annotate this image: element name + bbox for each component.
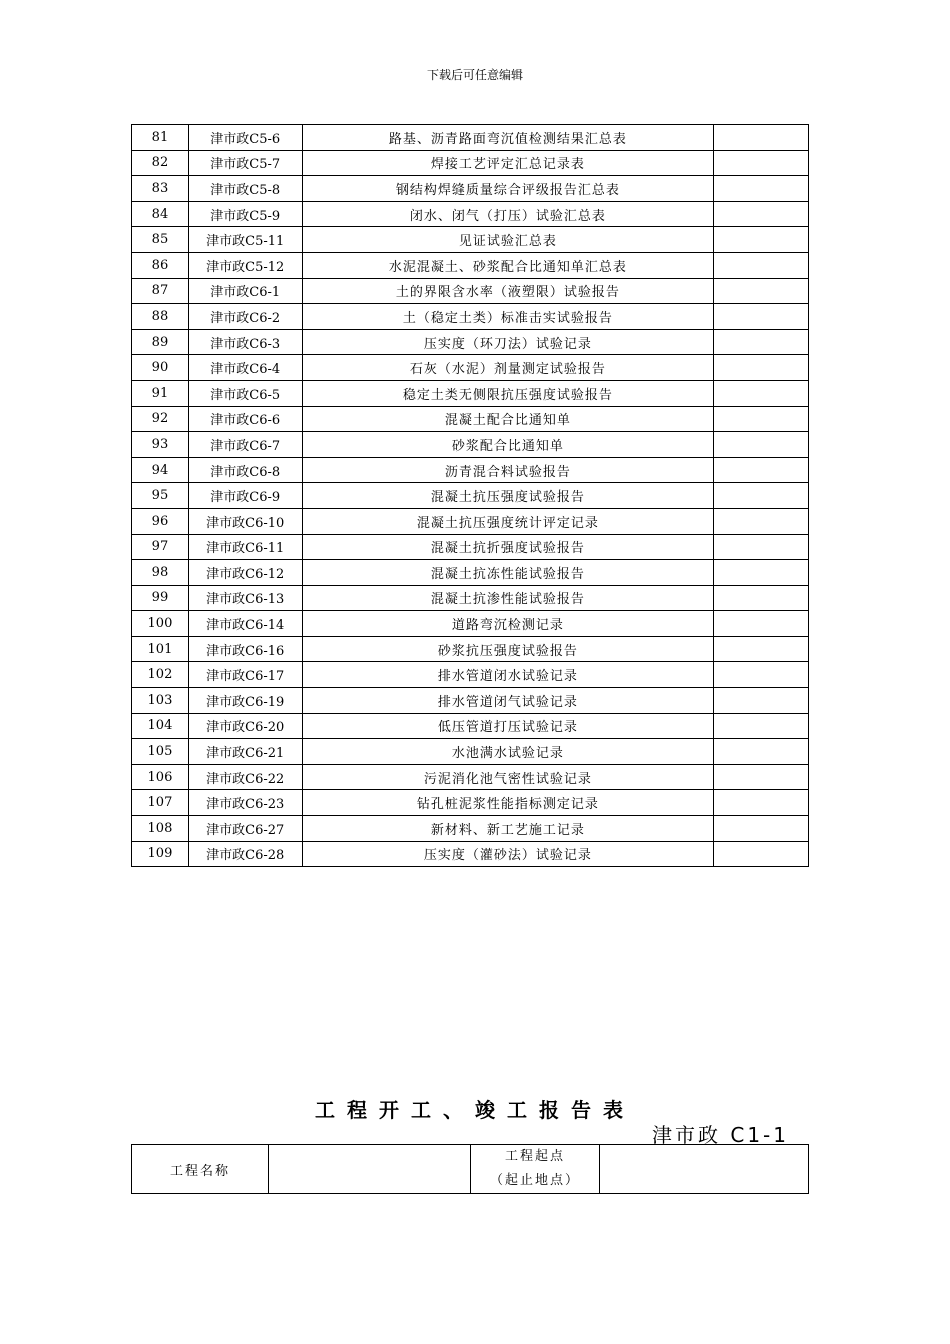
row-remark [714, 841, 809, 867]
row-number: 109 [132, 841, 189, 867]
row-code: 津市政C6-21 [188, 739, 302, 765]
row-number: 88 [132, 304, 189, 330]
row-code: 津市政C6-27 [188, 816, 302, 842]
table-row [132, 739, 809, 765]
row-number: 85 [132, 227, 189, 253]
row-title: 砂浆抗压强度试验报告 [302, 636, 714, 662]
row-code: 津市政C5-11 [188, 227, 302, 253]
project-report-form [131, 1144, 809, 1194]
row-title: 石灰（水泥）剂量测定试验报告 [302, 355, 714, 381]
row-title: 道路弯沉检测记录 [302, 611, 714, 637]
row-number: 107 [132, 790, 189, 816]
table-row [132, 406, 809, 432]
table-row [132, 278, 809, 304]
row-remark [714, 380, 809, 406]
row-number: 87 [132, 278, 189, 304]
row-number: 101 [132, 636, 189, 662]
table-row [132, 304, 809, 330]
project-name-label: 工程名称 [132, 1145, 269, 1194]
row-code: 津市政C5-12 [188, 252, 302, 278]
table-row [132, 176, 809, 202]
row-title: 见证试验汇总表 [302, 227, 714, 253]
row-code: 津市政C6-28 [188, 841, 302, 867]
table-row [132, 764, 809, 790]
table-row [132, 816, 809, 842]
row-remark [714, 534, 809, 560]
table-row [132, 201, 809, 227]
table-row [132, 457, 809, 483]
row-remark [714, 560, 809, 586]
row-number: 99 [132, 585, 189, 611]
row-title: 沥青混合料试验报告 [302, 457, 714, 483]
row-title: 钻孔桩泥浆性能指标测定记录 [302, 790, 714, 816]
row-remark [714, 688, 809, 714]
start-point-label-line1: 工程起点 [504, 1149, 565, 1164]
start-point-field[interactable] [600, 1145, 809, 1194]
row-title: 混凝土抗冻性能试验报告 [302, 560, 714, 586]
row-number: 94 [132, 457, 189, 483]
table-row [132, 125, 809, 151]
row-remark [714, 662, 809, 688]
row-remark [714, 304, 809, 330]
form-title: 工程开工、竣工报告表 [315, 1098, 635, 1122]
row-number: 90 [132, 355, 189, 381]
row-title: 压实度（环刀法）试验记录 [302, 329, 714, 355]
row-number: 82 [132, 150, 189, 176]
row-number: 105 [132, 739, 189, 765]
row-code: 津市政C6-11 [188, 534, 302, 560]
document-list-table [131, 124, 809, 867]
row-title: 水泥混凝土、砂浆配合比通知单汇总表 [302, 252, 714, 278]
table-row [132, 150, 809, 176]
table-row [132, 355, 809, 381]
row-number: 95 [132, 483, 189, 509]
row-number: 89 [132, 329, 189, 355]
table-row [132, 841, 809, 867]
row-remark [714, 406, 809, 432]
row-title: 焊接工艺评定汇总记录表 [302, 150, 714, 176]
header-note: 下载后可任意编辑 [426, 68, 523, 82]
row-code: 津市政C6-1 [188, 278, 302, 304]
row-code: 津市政C6-22 [188, 764, 302, 790]
row-number: 104 [132, 713, 189, 739]
row-remark [714, 125, 809, 151]
row-number: 93 [132, 432, 189, 458]
row-code: 津市政C6-8 [188, 457, 302, 483]
row-title: 混凝土抗压强度统计评定记录 [302, 508, 714, 534]
table-row [132, 713, 809, 739]
row-title: 混凝土配合比通知单 [302, 406, 714, 432]
row-remark [714, 816, 809, 842]
row-remark [714, 790, 809, 816]
project-name-field[interactable] [269, 1145, 471, 1194]
form-row [132, 1145, 809, 1194]
table-row [132, 636, 809, 662]
row-code: 津市政C6-3 [188, 329, 302, 355]
row-number: 83 [132, 176, 189, 202]
document-list-body [132, 125, 809, 867]
row-code: 津市政C5-6 [188, 125, 302, 151]
row-code: 津市政C6-19 [188, 688, 302, 714]
table-row [132, 483, 809, 509]
table-row [132, 227, 809, 253]
table-row [132, 329, 809, 355]
row-remark [714, 764, 809, 790]
row-remark [714, 176, 809, 202]
row-code: 津市政C6-12 [188, 560, 302, 586]
row-code: 津市政C6-9 [188, 483, 302, 509]
row-code: 津市政C6-17 [188, 662, 302, 688]
row-code: 津市政C6-14 [188, 611, 302, 637]
row-title: 新材料、新工艺施工记录 [302, 816, 714, 842]
row-code: 津市政C5-7 [188, 150, 302, 176]
row-remark [714, 585, 809, 611]
row-remark [714, 252, 809, 278]
table-row [132, 252, 809, 278]
row-remark [714, 636, 809, 662]
row-title: 土的界限含水率（液塑限）试验报告 [302, 278, 714, 304]
row-number: 102 [132, 662, 189, 688]
row-code: 津市政C6-5 [188, 380, 302, 406]
row-number: 106 [132, 764, 189, 790]
row-remark [714, 150, 809, 176]
row-title: 混凝土抗压强度试验报告 [302, 483, 714, 509]
form-code: 津市政 C1-1 [652, 1123, 789, 1147]
row-title: 混凝土抗渗性能试验报告 [302, 585, 714, 611]
row-number: 96 [132, 508, 189, 534]
row-remark [714, 432, 809, 458]
start-point-label [471, 1145, 600, 1194]
row-number: 108 [132, 816, 189, 842]
table-row [132, 380, 809, 406]
table-row [132, 688, 809, 714]
row-title: 混凝土抗折强度试验报告 [302, 534, 714, 560]
row-remark [714, 201, 809, 227]
row-code: 津市政C6-6 [188, 406, 302, 432]
row-title: 排水管道闭气试验记录 [302, 688, 714, 714]
row-title: 稳定土类无侧限抗压强度试验报告 [302, 380, 714, 406]
row-title: 低压管道打压试验记录 [302, 713, 714, 739]
row-number: 103 [132, 688, 189, 714]
row-code: 津市政C6-20 [188, 713, 302, 739]
table-row [132, 662, 809, 688]
row-code: 津市政C5-8 [188, 176, 302, 202]
row-remark [714, 227, 809, 253]
start-point-label-line2: （起止地点） [489, 1173, 580, 1188]
row-number: 92 [132, 406, 189, 432]
row-number: 98 [132, 560, 189, 586]
row-title: 钢结构焊缝质量综合评级报告汇总表 [302, 176, 714, 202]
row-number: 81 [132, 125, 189, 151]
row-remark [714, 457, 809, 483]
row-number: 91 [132, 380, 189, 406]
row-remark [714, 483, 809, 509]
row-title: 排水管道闭水试验记录 [302, 662, 714, 688]
row-title: 污泥消化池气密性试验记录 [302, 764, 714, 790]
row-code: 津市政C6-4 [188, 355, 302, 381]
row-title: 压实度（灌砂法）试验记录 [302, 841, 714, 867]
row-remark [714, 329, 809, 355]
row-code: 津市政C6-16 [188, 636, 302, 662]
row-remark [714, 739, 809, 765]
row-title: 砂浆配合比通知单 [302, 432, 714, 458]
row-code: 津市政C6-13 [188, 585, 302, 611]
row-remark [714, 611, 809, 637]
table-row [132, 534, 809, 560]
row-code: 津市政C6-10 [188, 508, 302, 534]
row-code: 津市政C5-9 [188, 201, 302, 227]
row-code: 津市政C6-23 [188, 790, 302, 816]
row-code: 津市政C6-7 [188, 432, 302, 458]
row-remark [714, 508, 809, 534]
row-number: 86 [132, 252, 189, 278]
table-row [132, 790, 809, 816]
row-title: 路基、沥青路面弯沉值检测结果汇总表 [302, 125, 714, 151]
row-code: 津市政C6-2 [188, 304, 302, 330]
row-number: 100 [132, 611, 189, 637]
row-number: 84 [132, 201, 189, 227]
table-row [132, 508, 809, 534]
table-row [132, 585, 809, 611]
row-remark [714, 278, 809, 304]
table-row [132, 432, 809, 458]
row-title: 土（稳定土类）标准击实试验报告 [302, 304, 714, 330]
row-title: 水池满水试验记录 [302, 739, 714, 765]
row-title: 闭水、闭气（打压）试验汇总表 [302, 201, 714, 227]
row-remark [714, 713, 809, 739]
row-number: 97 [132, 534, 189, 560]
table-row [132, 560, 809, 586]
table-row [132, 611, 809, 637]
row-remark [714, 355, 809, 381]
